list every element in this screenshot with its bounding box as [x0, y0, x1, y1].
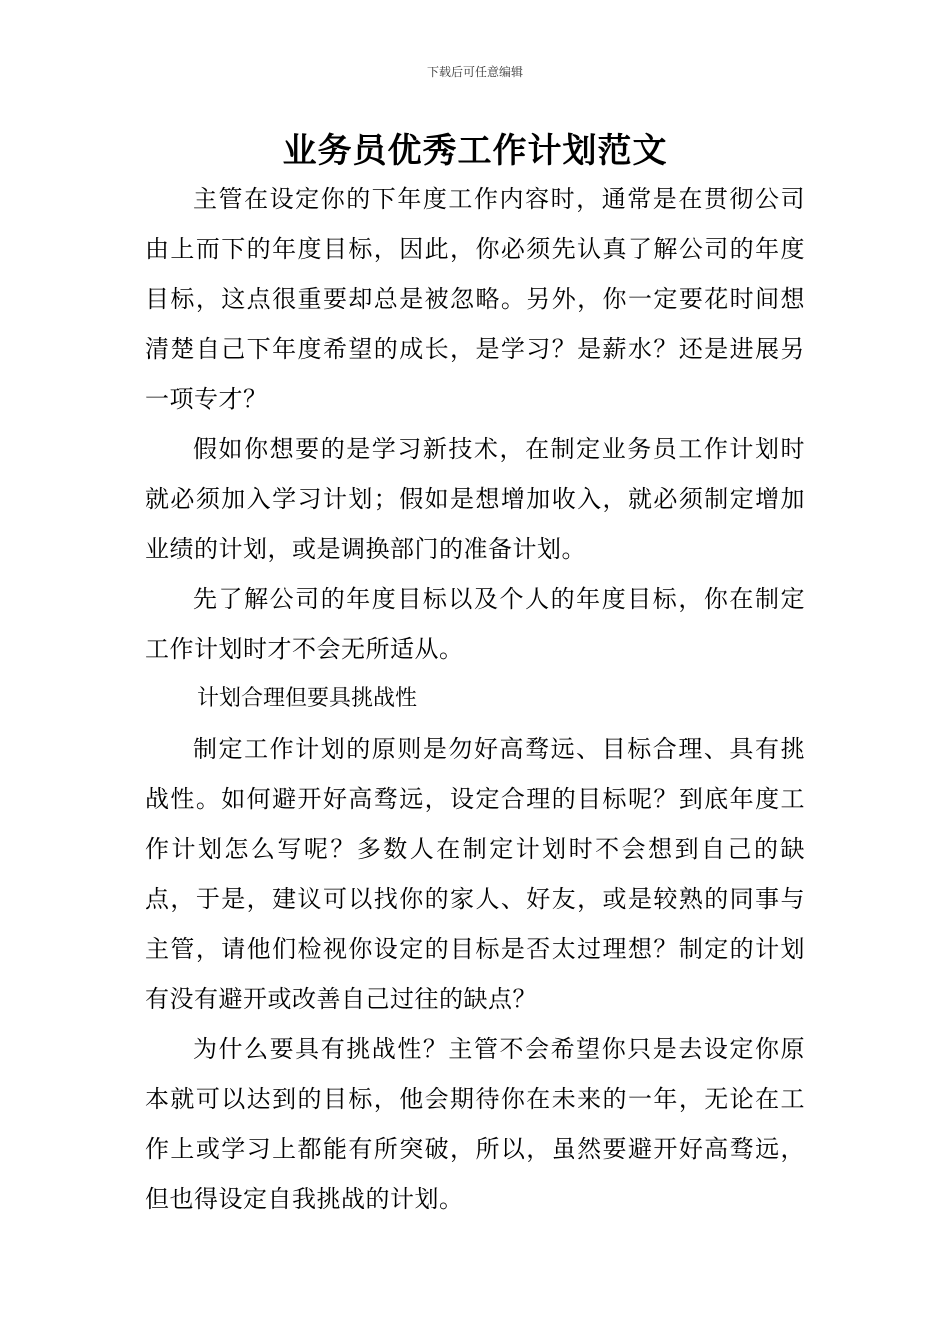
- paragraph-5: 为什么要具有挑战性？主管不会希望你只是去设定你原本就可以达到的目标，他会期待你在未来的一年，无论在工作上或学习上都能有所突破，所以，虽然要避开好高骛远，但也得设定自我挑战的计划。: [145, 1035, 805, 1213]
- document-title: 业务员优秀工作计划范文: [282, 131, 668, 171]
- paragraph-2: 假如你想要的是学习新技术，在制定业务员工作计划时就必须加入学习计划；假如是想增加收入，就必须制定增加业绩的计划，或是调换部门的准备计划。: [145, 435, 805, 563]
- document-body: [145, 174, 805, 1224]
- paragraph-3: 先了解公司的年度目标以及个人的年度目标，你在制定工作计划时才不会无所适从。: [145, 585, 805, 663]
- paragraph-1: 主管在设定你的下年度工作内容时，通常是在贯彻公司由上而下的年度目标，因此，你必须先认真了解公司的年度目标，这点很重要却总是被忽略。另外，你一定要花时间想清楚自己下年度希望的成长，是学习？是薪水？还是进展另一项专才？: [145, 185, 805, 413]
- section-subheading: 计划合理但要具挑战性: [197, 686, 418, 711]
- header-note: 下载后可任意编辑: [426, 65, 523, 79]
- paragraph-4: 制定工作计划的原则是勿好高骛远、目标合理、具有挑战性。如何避开好高骛远，设定合理的目标呢？到底年度工作计划怎么写呢？多数人在制定计划时不会想到自己的缺点，于是，建议可以找你的家人、好友，或是较熟的同事与主管，请他们检视你设定的目标是否太过理想？制定的计划有没有避开或改善自己过往的缺点？: [145, 735, 805, 1013]
